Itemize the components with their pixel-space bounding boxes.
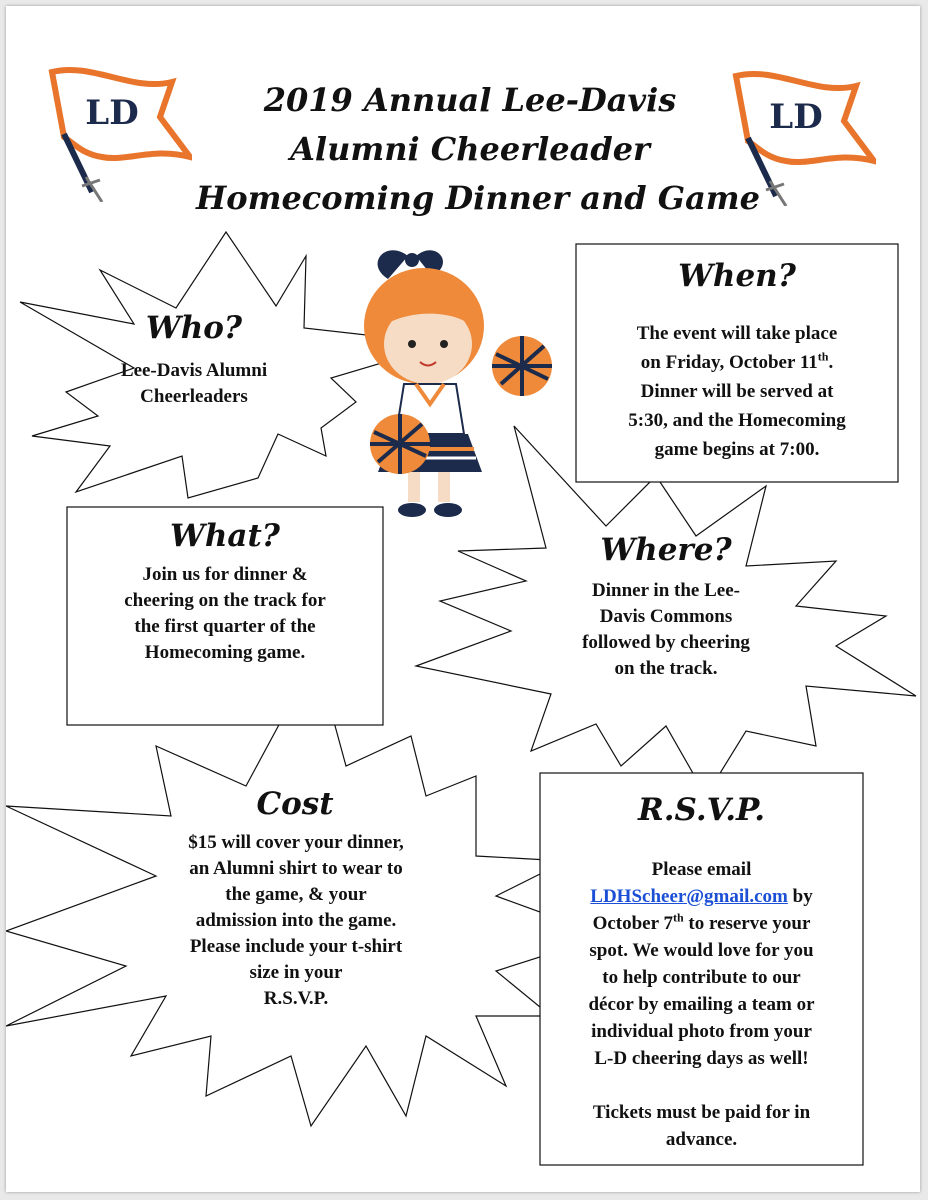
cost-text (146, 830, 446, 1012)
who-line: Cheerleaders (140, 386, 248, 407)
when-text (576, 319, 898, 464)
when-heading: When? (678, 258, 796, 294)
rsvp-text (540, 856, 863, 1153)
what-line: Homecoming game. (144, 642, 306, 663)
where-line: Dinner in the Lee- (592, 580, 740, 601)
cost-heading: Cost (256, 786, 334, 822)
when-line: game begins at 7:00. (654, 439, 820, 460)
cost-line: R.S.V.P. (263, 988, 329, 1009)
cost-line: Please include your t-shirt (189, 936, 403, 957)
where-text (546, 578, 786, 682)
what-line: Join us for dinner & (142, 564, 308, 585)
flyer-title (196, 76, 761, 223)
rsvp-heading: R.S.V.P. (637, 792, 766, 828)
where-line: on the track. (614, 658, 718, 679)
rsvp-line: LDHScheer@gmail.com by (590, 886, 813, 907)
when-line: Dinner will be served at (640, 381, 834, 402)
rsvp-line: spot. We would love for you (589, 940, 814, 961)
title-line-2: Alumni Cheerleader (290, 130, 650, 168)
what-text (67, 562, 383, 666)
flyer-page (6, 6, 920, 1192)
ld-flag-left (42, 62, 192, 202)
cost-line: admission into the game. (195, 910, 397, 931)
title-line-1: 2019 Annual Lee-Davis (263, 81, 677, 119)
where-line: followed by cheering (582, 632, 750, 653)
rsvp-line: to help contribute to our (602, 967, 801, 988)
logo-text: LD (769, 97, 823, 137)
rsvp-line: L-D cheering days as well! (594, 1048, 809, 1069)
rsvp-line: individual photo from your (591, 1021, 812, 1042)
title-line-3: Homecoming Dinner and Game (196, 179, 761, 217)
cost-line: $15 will cover your dinner, (188, 832, 404, 853)
rsvp-line: Tickets must be paid for in (592, 1102, 811, 1123)
rsvp-line: décor by emailing a team or (588, 994, 815, 1015)
when-line: on Friday, October 11th. (640, 349, 834, 373)
cost-line: an Alumni shirt to wear to (189, 858, 403, 879)
what-line: the first quarter of the (134, 616, 316, 637)
who-line: Lee-Davis Alumni (120, 360, 268, 381)
rsvp-email-link[interactable]: LDHScheer@gmail.com (590, 886, 788, 907)
cost-line: the game, & your (225, 884, 367, 905)
where-line: Davis Commons (599, 606, 733, 627)
what-line: cheering on the track for (124, 590, 326, 611)
where-heading: Where? (600, 532, 732, 568)
rsvp-line: October 7th to reserve your (592, 910, 811, 934)
who-heading: Who? (145, 310, 243, 346)
who-text (74, 358, 314, 410)
when-line: The event will take place (636, 323, 838, 344)
rsvp-line: advance. (665, 1129, 738, 1150)
cheerleader-illustration (356, 234, 556, 524)
when-line: 5:30, and the Homecoming (628, 410, 846, 431)
logo-text: LD (85, 93, 139, 133)
what-heading: What? (170, 518, 280, 554)
rsvp-line: Please email (651, 859, 752, 880)
cost-line: size in your (249, 962, 343, 983)
